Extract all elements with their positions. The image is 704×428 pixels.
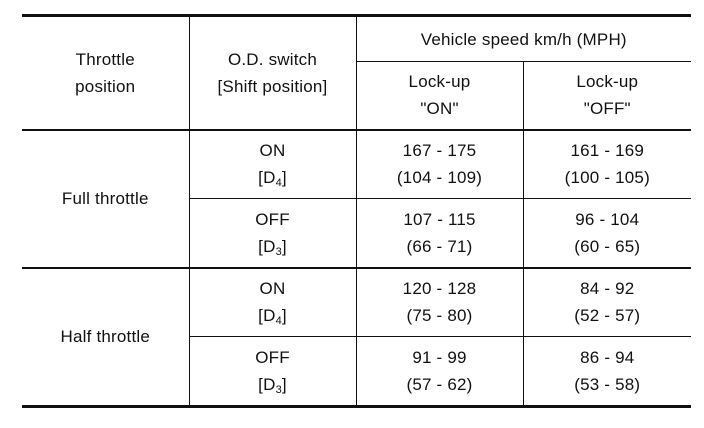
- shift-position: [190, 371, 356, 398]
- od-switch-cell: [189, 337, 356, 407]
- speed-kmh: 120 - 128: [402, 279, 477, 299]
- gear-number: 4: [275, 315, 282, 328]
- gear-suffix: ]: [281, 306, 287, 326]
- gear-suffix: ]: [281, 375, 287, 394]
- speed-lockup-on: [356, 199, 523, 268]
- gear-number: 3: [275, 384, 282, 396]
- speed-mph: (104 - 109): [396, 168, 483, 188]
- shift-position: [190, 164, 356, 191]
- throttle-full: Full throttle: [22, 130, 189, 268]
- speed-kmh: 161 - 169: [570, 141, 645, 161]
- gear-prefix: [D: [258, 306, 276, 326]
- speed-lockup-on: [356, 268, 523, 337]
- speed-lockup-off: [523, 130, 691, 199]
- shift-position: [190, 233, 356, 260]
- speed-lockup-on: [356, 130, 523, 199]
- speed-lockup-on: [356, 337, 523, 407]
- speed-lockup-off: [523, 268, 691, 337]
- speed-mph: (66 - 71): [406, 236, 473, 256]
- header-vehicle-speed: Vehicle speed km/h (MPH): [356, 16, 691, 62]
- gear-suffix: ]: [281, 168, 287, 188]
- od-switch-state: OFF: [255, 348, 290, 367]
- od-switch-cell: [189, 199, 356, 268]
- header-throttle-line1: Throttle: [75, 49, 135, 69]
- gear-prefix: [D: [258, 168, 276, 188]
- gear-suffix: ]: [281, 236, 287, 256]
- speed-lockup-off: [523, 199, 691, 268]
- speed-kmh: 86 - 94: [580, 348, 635, 367]
- header-od-line2: [Shift position]: [217, 76, 328, 96]
- header-lockup-off: [523, 62, 691, 130]
- speed-mph: (57 - 62): [406, 375, 473, 394]
- speed-lockup-off: [523, 337, 691, 407]
- header-lockup-on-line1: Lock-up: [408, 72, 471, 92]
- speed-mph: (53 - 58): [574, 375, 641, 394]
- gear-prefix: [D: [258, 375, 276, 394]
- speed-mph: (60 - 65): [574, 236, 641, 256]
- speed-mph: (75 - 80): [406, 306, 473, 326]
- header-lockup-on-line2: "ON": [420, 99, 459, 119]
- header-lockup-off-line1: Lock-up: [576, 72, 639, 92]
- od-switch-state: ON: [259, 279, 286, 299]
- od-switch-cell: [189, 130, 356, 199]
- header-throttle-line2: position: [75, 76, 136, 96]
- speed-kmh: 91 - 99: [412, 348, 467, 367]
- header-od-line1: O.D. switch: [227, 49, 318, 69]
- header-throttle-position: [22, 16, 189, 130]
- speed-mph: (100 - 105): [564, 168, 650, 188]
- gear-number: 3: [275, 245, 282, 258]
- speed-kmh: 84 - 92: [580, 279, 635, 299]
- header-lockup-off-line2: "OFF": [583, 99, 631, 119]
- od-switch-cell: [189, 268, 356, 337]
- speed-kmh: 96 - 104: [575, 209, 640, 229]
- speed-mph: (52 - 57): [574, 306, 641, 326]
- lockup-speed-table: [22, 14, 691, 408]
- od-switch-state: ON: [259, 141, 286, 161]
- header-lockup-on: [356, 62, 523, 130]
- od-switch-state: OFF: [255, 209, 290, 229]
- gear-prefix: [D: [258, 236, 276, 256]
- throttle-half: Half throttle: [22, 268, 189, 407]
- header-od-switch: [189, 16, 356, 130]
- shift-position: [190, 302, 356, 329]
- speed-kmh: 167 - 175: [402, 141, 477, 161]
- gear-number: 4: [275, 177, 282, 190]
- speed-kmh: 107 - 115: [403, 209, 476, 229]
